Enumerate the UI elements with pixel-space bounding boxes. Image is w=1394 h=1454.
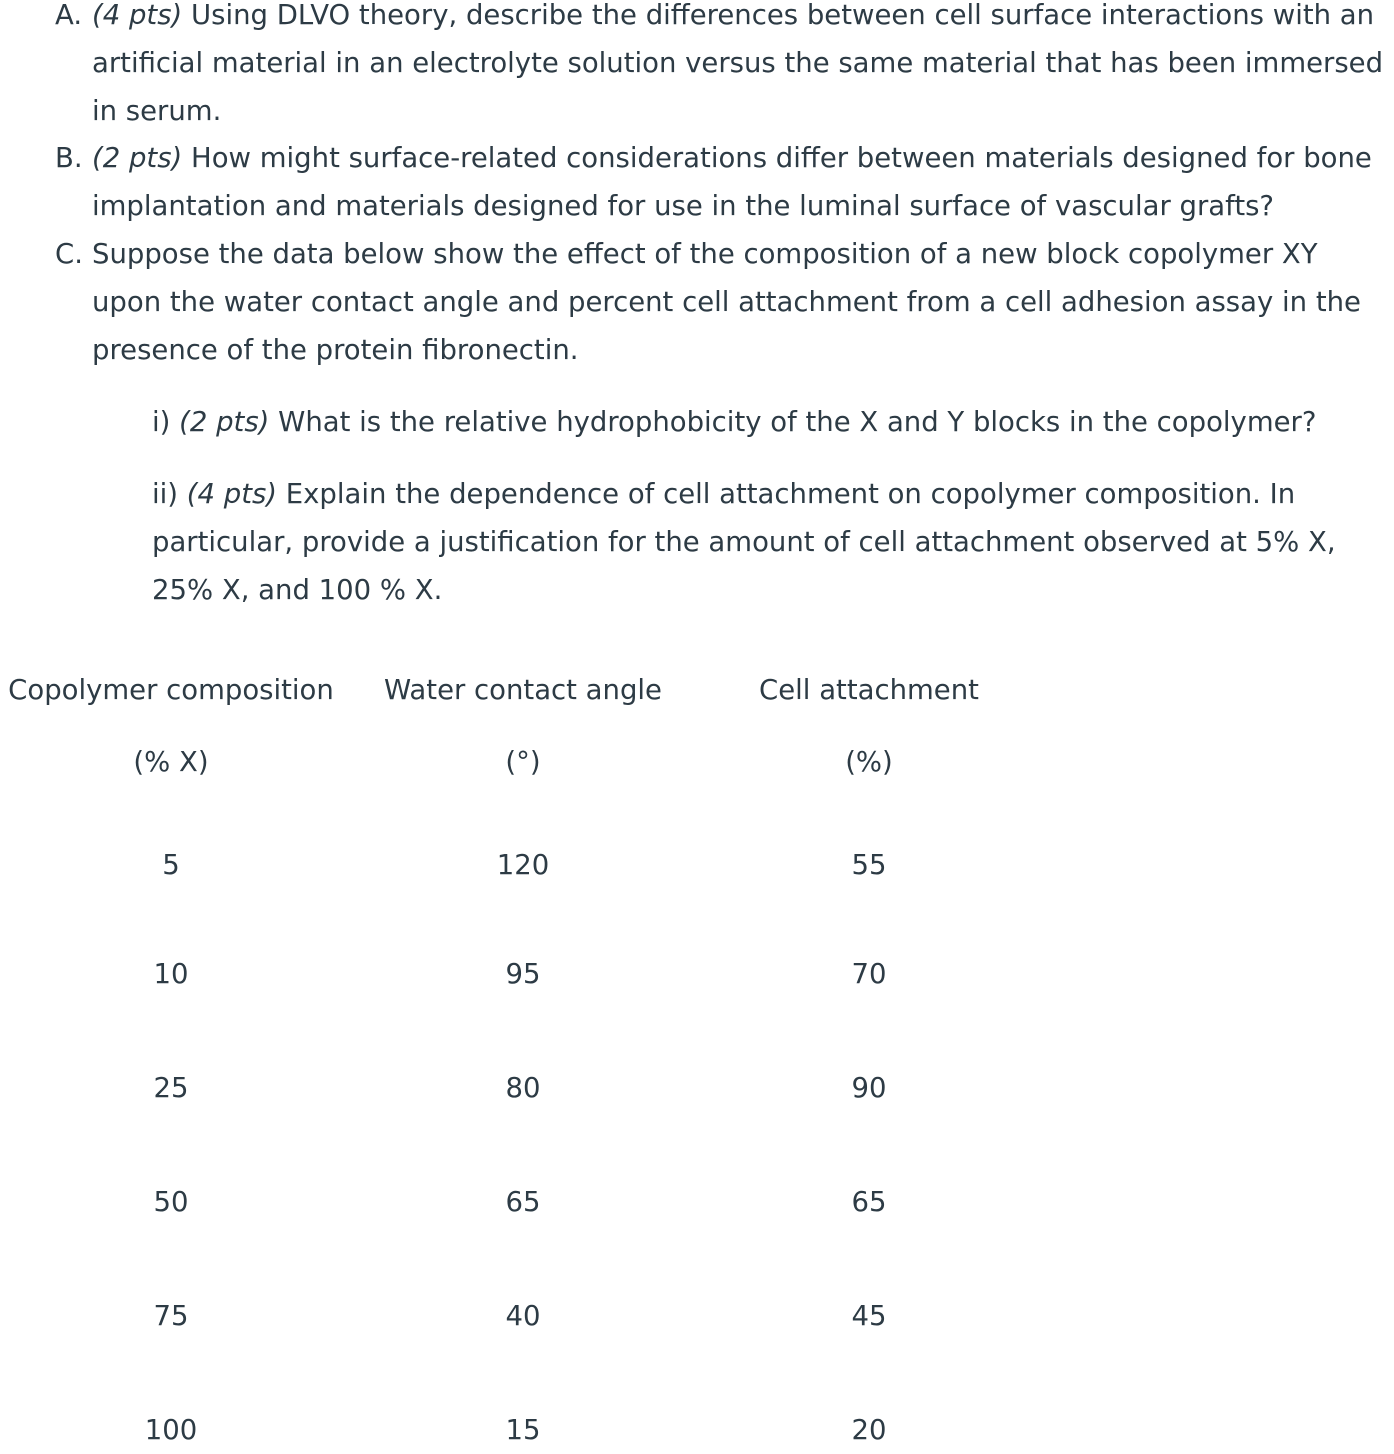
table-cell-cell-attachment: 45 bbox=[851, 1300, 887, 1332]
question-a-text: Using DLVO theory, describe the differences between cell surface interactions with an artificial material in an electrolyte solution versus the same material that has been immersed in serum. bbox=[92, 0, 1384, 127]
table-cell-contact-angle: 40 bbox=[505, 1300, 541, 1332]
question-a-marker: A. bbox=[55, 0, 83, 31]
table-cell-composition: 100 bbox=[144, 1414, 198, 1446]
table-header-cell-attachment: Cell attachment bbox=[759, 674, 979, 706]
table-cell-contact-angle: 15 bbox=[505, 1414, 541, 1446]
question-b-text: How might surface-related considerations differ between materials designed for bone implantation and materials designed for use in the luminal surface of vascular grafts? bbox=[92, 142, 1372, 222]
question-b-body bbox=[92, 134, 1392, 230]
question-c-i-text: What is the relative hydrophobicity of the X and Y blocks in the copolymer? bbox=[278, 406, 1317, 438]
question-b-marker: B. bbox=[55, 142, 83, 174]
question-c-marker: C. bbox=[55, 238, 83, 270]
table-unit-cell-attachment: (%) bbox=[845, 746, 893, 778]
question-c-ii-text: Explain the dependence of cell attachment on copolymer composition. In particular, provide a justification for the amount of cell attachment observed at 5% X, 25% X, and 100 % X. bbox=[152, 478, 1336, 606]
table-cell-cell-attachment: 70 bbox=[851, 958, 887, 990]
table-cell-composition: 25 bbox=[153, 1072, 189, 1104]
table-cell-composition: 50 bbox=[153, 1186, 189, 1218]
table-cell-contact-angle: 65 bbox=[505, 1186, 541, 1218]
question-c-i-points: (2 pts) bbox=[179, 406, 270, 438]
table-unit-contact-angle: (°) bbox=[505, 746, 541, 778]
question-c-ii-marker: ii) bbox=[152, 478, 179, 510]
table-cell-contact-angle: 80 bbox=[505, 1072, 541, 1104]
table-cell-cell-attachment: 55 bbox=[851, 849, 887, 881]
question-b-points: (2 pts) bbox=[92, 142, 183, 174]
question-c-body bbox=[92, 230, 1392, 374]
question-c-i bbox=[152, 398, 1382, 446]
question-a-body bbox=[92, 0, 1392, 135]
table-cell-composition: 75 bbox=[153, 1300, 189, 1332]
table-header-composition: Copolymer composition bbox=[8, 674, 334, 706]
table-cell-cell-attachment: 20 bbox=[851, 1414, 887, 1446]
table-cell-composition: 10 bbox=[153, 958, 189, 990]
table-cell-cell-attachment: 65 bbox=[851, 1186, 887, 1218]
table-cell-cell-attachment: 90 bbox=[851, 1072, 887, 1104]
question-c-ii bbox=[152, 470, 1382, 614]
table-cell-contact-angle: 120 bbox=[496, 849, 550, 881]
question-c-i-marker: i) bbox=[152, 406, 171, 438]
table-cell-contact-angle: 95 bbox=[505, 958, 541, 990]
question-c-text: Suppose the data below show the effect of the composition of a new block copolymer XY upon the water contact angle and percent cell attachment from a cell adhesion assay in the presence of the protein fibronectin. bbox=[92, 238, 1361, 366]
table-cell-composition: 5 bbox=[162, 849, 180, 881]
question-c-ii-points: (4 pts) bbox=[186, 478, 278, 510]
table-header-contact-angle: Water contact angle bbox=[384, 674, 662, 706]
table-unit-composition: (% X) bbox=[133, 746, 209, 778]
question-a-points: (4 pts) bbox=[92, 0, 183, 31]
